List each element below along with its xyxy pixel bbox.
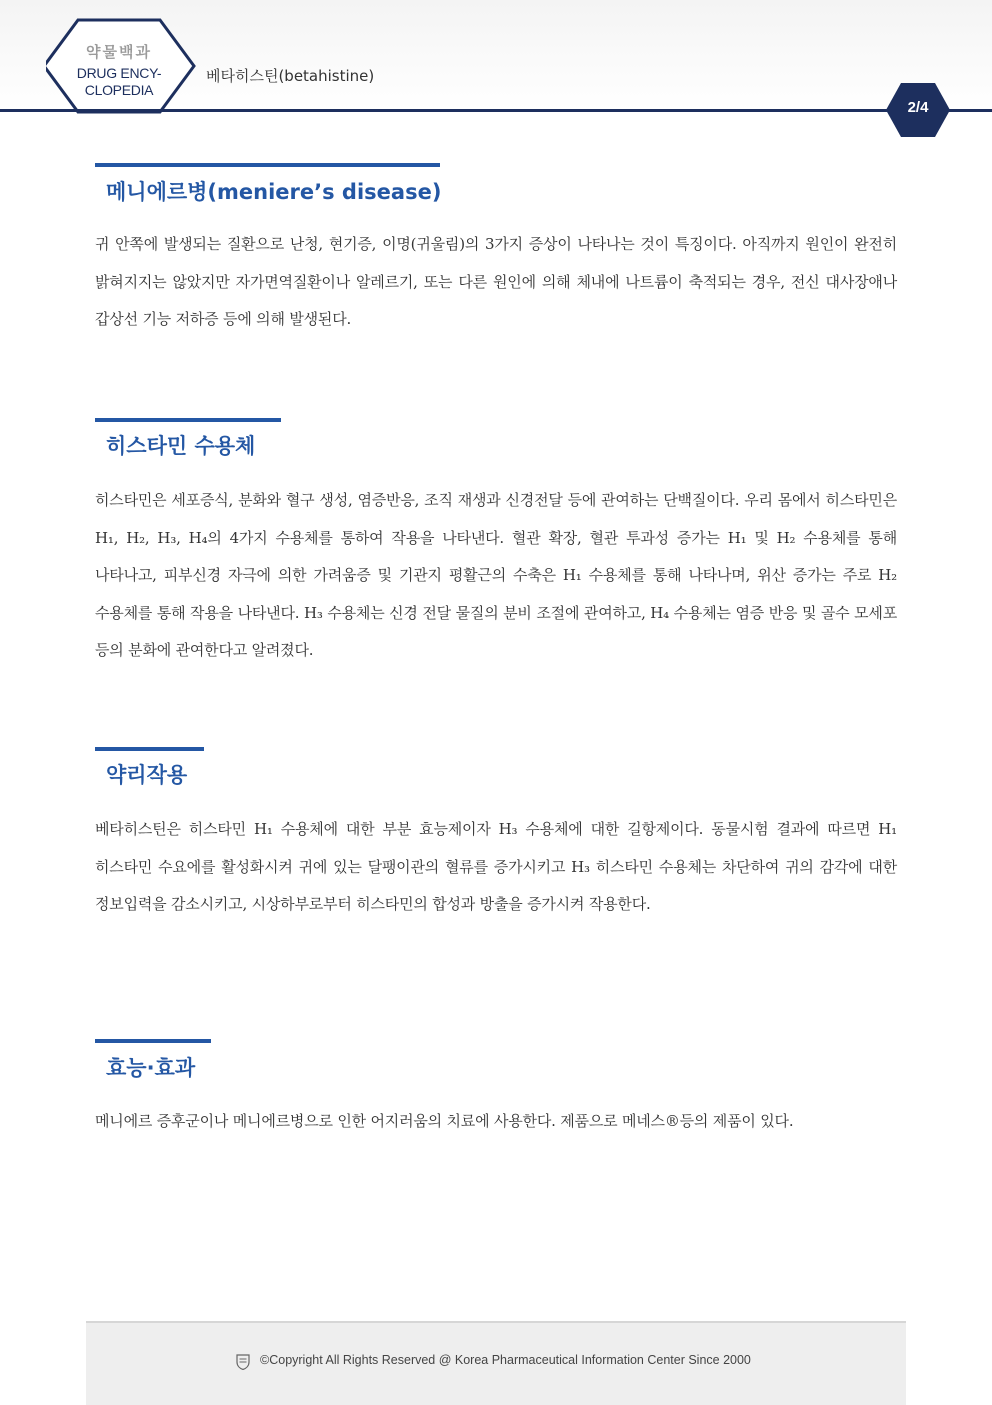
section-title-histamine-receptor: 히스타민 수용체 — [106, 434, 256, 458]
section-body-pharmacology: 베타히스틴은 히스타민 H₁ 수용체에 대한 부분 효능제이자 H₃ 수용체에 대한 길항제이다. 동물시험 결과에 따르면 H₁ 히스타민 수요에를 활성화시켜 귀에 있는 달팽이관의 혈류를 증가시키고 H₃ 히스타민 수용체는 차단하여 귀의 감각에 대한 정보입력을 감소시키고, 시상하부로부터 히스타민의 합성과 방출을 증가시켜 작용한다. — [95, 820, 897, 913]
footer-copyright: ©Copyright All Rights Reserved @ Korea Pharmaceutical Information Center Since 2000 — [260, 1353, 751, 1367]
section-bar-meniere — [95, 163, 440, 167]
section-body-histamine-receptor: 히스타민은 세포증식, 분화와 혈구 생성, 염증반응, 조직 재생과 신경전달 등에 관여하는 단백질이다. 우리 몸에서 히스타민은 H₁, H₂, H₃, H₄의 4가지 수용체를 통하여 작용을 나타낸다. 혈관 확장, 혈관 투과성 증가는 H₁ 및 H₂ 수용체를 통해 나타나고, 피부신경 자극에 의한 가려움증 및 기관지 평활근의 수축은 H₁ 수용체를 통해 나타나며, 위산 증가는 주로 H₂ 수용체를 통해 작용을 나타낸다. H₃ 수용체는 신경 전달 물질의 분비 조절에 관여하고, H₄ 수용체는 염증 반응 및 골수 모세포 등의 분화에 관여한다고 알려졌다. — [95, 491, 897, 659]
section-bar-pharmacology — [95, 747, 204, 751]
section-body-efficacy: 메니에르 증후군이나 메니에르병으로 인한 어지러움의 치료에 사용한다. 제품으로 메네스®등의 제품이 있다. — [95, 1112, 794, 1130]
logo-english-line-1: DRUG ENCY- — [76, 65, 162, 81]
header-divider — [0, 109, 992, 112]
section-title-efficacy: 효능·효과 — [106, 1056, 196, 1080]
crest-icon — [236, 1354, 250, 1370]
logo-english-text — [58, 65, 180, 99]
logo-korean-text: 약물백과 — [86, 43, 152, 61]
page-indicator: 2/4 — [907, 99, 929, 116]
section-title-pharmacology: 약리작용 — [106, 763, 188, 787]
section-bar-histamine-receptor — [95, 418, 281, 422]
section-bar-efficacy — [95, 1039, 211, 1043]
document-title: 베타히스틴(betahistine) — [206, 67, 375, 85]
section-title-meniere: 메니에르병(meniere’s disease) — [106, 180, 442, 204]
logo-english-line-2: CLOPEDIA — [84, 82, 154, 98]
section-body-meniere: 귀 안쪽에 발생되는 질환으로 난청, 현기증, 이명(귀울림)의 3가지 증상이 나타나는 것이 특징이다. 아직까지 원인이 완전히 밝혀지지는 않았지만 자가면역질환이나 알레르기, 또는 다른 원인에 의해 체내에 나트륨이 축적되는 경우, 전신 대사장애나 갑상선 기능 저하증 등에 의해 발생된다. — [95, 235, 897, 328]
